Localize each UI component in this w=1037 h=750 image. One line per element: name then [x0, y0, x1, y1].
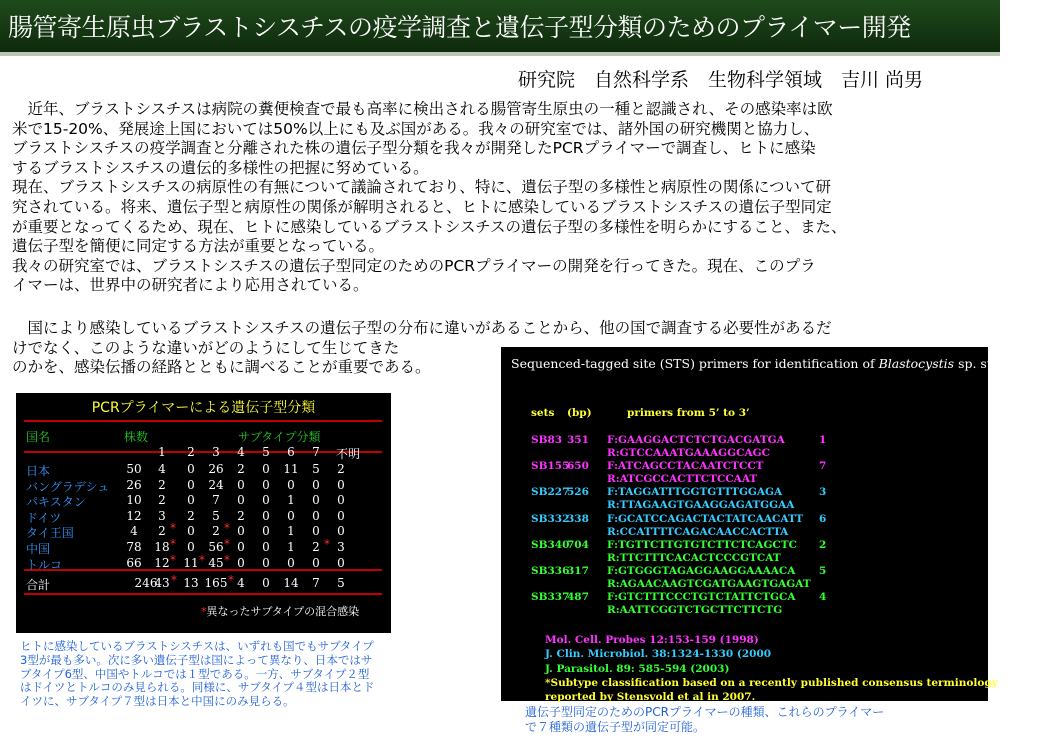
row-value: 11 [283, 462, 299, 476]
primer-forward: F:TGTTCTTGTGTCTTCTCAGCTC [607, 538, 797, 551]
primer-forward: F:GCATCCAGACTACTATCAACATT [607, 512, 804, 525]
subtype-header: 3 [212, 445, 220, 459]
primer-bp: 526 [567, 486, 589, 499]
star-mark: * [170, 521, 176, 536]
primer-reverse: R:AGAACAAGTCGATGAAGTGAGAT [607, 578, 811, 590]
row-value: 2 [187, 508, 195, 523]
total-count: 246 [134, 576, 158, 590]
primer-forward: F:GTCTTTCCCTGTCTATTCTGCA [607, 591, 796, 604]
primer-subtype: 6 [819, 512, 827, 525]
row-value: 0 [337, 508, 345, 523]
row-value: 0 [262, 493, 270, 508]
primer-reverse: R:TTCTTTCACACTCCCGTCAT [607, 551, 781, 564]
row-country: パキスタン [26, 495, 86, 510]
row-value: 0 [312, 508, 320, 523]
row-country: ドイツ [26, 510, 62, 525]
row-value: 5 [312, 462, 320, 476]
row-value: 0 [287, 555, 295, 570]
header-country: 国名 [26, 430, 51, 444]
primer-bp: 317 [567, 565, 589, 577]
row-count: 10 [126, 493, 142, 508]
star-mark: * [170, 552, 176, 567]
total-value: 165 [204, 576, 228, 590]
row-value: 0 [312, 524, 320, 539]
row-value: 5 [212, 508, 220, 523]
star-mark: * [224, 537, 230, 551]
primer-set: SB155 [531, 460, 570, 473]
row-value: 0 [312, 477, 320, 492]
primer-subtype: 3 [819, 486, 827, 499]
row-count: 78 [126, 540, 142, 554]
row-value: 45 [208, 555, 224, 570]
row-value: 3 [158, 508, 166, 523]
total-label: 合計 [26, 578, 51, 592]
row-value: 1 [287, 524, 295, 539]
row-value: 0 [237, 540, 245, 554]
row-country: バングラデシュ [26, 479, 110, 494]
row-value: 0 [237, 493, 245, 508]
primer-bp: 351 [567, 434, 589, 446]
primer-reverse: R:TTAGAAGTGAAGGAGATGGAA [607, 499, 795, 512]
row-count: 26 [126, 477, 142, 492]
row-value: 0 [337, 493, 345, 508]
row-value: 2 [158, 493, 166, 508]
total-value: 0 [262, 576, 270, 590]
total-value: 4 [237, 576, 245, 590]
primer-reverse: R:AATTCGGTCTGCTTCTTCTG [607, 604, 783, 617]
total-value: 43 [154, 576, 170, 590]
primer-bp: 704 [567, 538, 589, 551]
row-value: 2 [158, 524, 166, 539]
row-country: 日本 [26, 464, 51, 478]
primer-title-italic: Blastocystis [878, 356, 955, 371]
primer-forward: F:ATCAGCCTACAATCTCCT [607, 460, 764, 473]
row-value: 2 [337, 462, 345, 476]
star-mark: * [224, 521, 230, 536]
reference-line: Mol. Cell. Probes 12:153-159 (1998) [545, 634, 759, 646]
mixed-infection-note-text: 異なったサブタイプの混合感染 [206, 605, 360, 618]
row-value: 0 [262, 508, 270, 523]
total-value: 14 [283, 576, 299, 590]
head-bp: (bp) [567, 407, 592, 419]
row-value: 12 [154, 555, 170, 570]
subtype-header: 5 [262, 445, 270, 459]
primer-set: SB227 [531, 486, 570, 499]
row-value: 0 [337, 477, 345, 492]
subtype-header: 不明 [335, 447, 360, 461]
row-value: 3 [337, 540, 345, 554]
row-value: 2 [212, 524, 220, 539]
primer-forward: F:GTGGGTAGAGGAAGGAAAACA [607, 565, 796, 577]
star-mark: * [170, 537, 176, 551]
subtype-header: 6 [287, 445, 295, 459]
author-line: 研究院 自然科学系 生物科学領域 吉川 尚男 [518, 69, 924, 91]
head-primers: primers from 5’ to 3’ [627, 407, 750, 419]
row-value: 0 [187, 493, 195, 508]
primer-bp: 650 [567, 460, 589, 473]
primer-reverse: R:ATCGCCACTTCTCCAAT [607, 473, 758, 486]
primer-panel-title [511, 356, 1037, 371]
row-value: 2 [158, 477, 166, 492]
primer-set: SB337 [531, 591, 570, 604]
row-value: 24 [208, 477, 224, 492]
reference-line: reported by Stensvold et al in 2007. [545, 691, 756, 704]
title-bar [0, 0, 1000, 56]
row-value: 2 [312, 540, 320, 554]
row-country: 中国 [26, 542, 51, 556]
total-value: 7 [312, 576, 320, 590]
row-country: トルコ [26, 557, 63, 572]
star-mark: * [171, 573, 177, 587]
total-value: 13 [183, 576, 199, 590]
row-value: 0 [337, 555, 345, 570]
primer-subtype: 1 [819, 434, 827, 446]
star-mark: * [199, 552, 205, 567]
primer-panel [501, 347, 1037, 704]
subtype-table [16, 393, 391, 633]
row-value: 1 [287, 493, 295, 508]
row-country: タイ王国 [26, 526, 74, 541]
reference-line: J. Clin. Microbiol. 38:1324-1330 (2000 [545, 648, 772, 661]
primer-bp: 338 [567, 512, 589, 525]
row-value: 0 [287, 508, 295, 523]
header-count: 株数 [124, 430, 149, 444]
subtype-header: 4 [237, 445, 245, 459]
row-value: 0 [237, 524, 245, 539]
primer-subtype: 7 [819, 460, 827, 473]
star-mark: * [324, 537, 330, 551]
subtype-header: 7 [312, 445, 320, 459]
subtype-header: 1 [158, 445, 166, 459]
row-value: 0 [187, 540, 195, 554]
row-value: 0 [312, 493, 320, 508]
page-title: 腸管寄生原虫ブラストシスチスの疫学調査と遺伝子型分類のためのプライマー開発 [8, 13, 911, 42]
primer-reverse: R:CCATTTTCAGACAACCACTTA [607, 525, 789, 538]
primer-set: SB336 [531, 565, 570, 577]
row-value: 0 [262, 462, 270, 476]
head-sets: sets [531, 407, 555, 419]
row-value: 0 [262, 555, 270, 570]
total-value: 5 [337, 576, 345, 590]
subtype-table-panel [16, 393, 391, 633]
left-caption: ヒトに感染しているブラストシスチスは、いずれも国でもサブタイプ 3型が最も多い。次に多い遺伝子型は国によって異なり、日本ではサ ブタイプ6型、中国やトルコでは１型である。一方、サブタイプ２型 はドイツとトルコのみ見られる。同様に、サブタイプ４型は日本とド イツに、サブタイプ７型は日本と中国にのみ見らる。 [20, 639, 375, 709]
row-value: 0 [187, 524, 195, 539]
row-value: 0 [262, 477, 270, 492]
row-value: 0 [187, 462, 195, 476]
row-value: 0 [262, 540, 270, 554]
primer-set: SB340 [531, 538, 570, 551]
primer-forward: F:GAAGGACTCTCTGACGATGA [607, 434, 785, 446]
star-mark: * [224, 552, 230, 567]
primer-subtype: 5 [819, 565, 827, 577]
row-value: 0 [237, 555, 245, 570]
row-value: 0 [187, 477, 195, 492]
primer-set: SB83 [531, 434, 563, 446]
row-value: 2 [237, 462, 245, 476]
row-value: 4 [158, 462, 166, 476]
right-caption: 遺伝子型同定のためのPCRプライマーの種類、これらのプライマー で７種類の遺伝子型が同定可能。 [525, 705, 885, 734]
row-value: 26 [208, 462, 224, 476]
row-count: 66 [126, 555, 142, 570]
distribution-paragraph: 国により感染しているブラストシスチスの遺伝子型の分布に違いがあることから、他の国で調査する必要性があるだ けでなく、このような違いがどのようにして生じてきた のかを、感染伝播の経路とともに調べることが重要である。 [12, 319, 832, 377]
row-count: 50 [126, 462, 142, 476]
row-value: 0 [262, 524, 270, 539]
primer-bp: 487 [567, 591, 589, 604]
row-value: 11 [183, 555, 199, 570]
row-count: 4 [130, 524, 138, 539]
row-value: 0 [337, 524, 345, 539]
reference-line: J. Parasitol. 89: 585-594 (2003) [545, 662, 730, 675]
row-value: 1 [287, 540, 295, 554]
primer-subtype: 4 [819, 591, 827, 604]
primer-set: SB332 [531, 512, 570, 525]
reference-line: *Subtype classification based on a recently published consensus terminology [545, 676, 998, 689]
header-subtype: サブタイプ分類 [238, 430, 321, 444]
intro-paragraph: 近年、ブラストシスチスは病院の糞便検査で最も高率に検出される腸管寄生原虫の一種と認識され、その感染率は欧 米で15-20%、発展途上国においては50%以上にも及ぶ国がある。我々の研究室では、諸外国の研究機関と協力し、 ブラストシスチスの疫学調査と分離された株の遺伝子型分類を我々が開発したPCRプライマーで調査し、ヒトに感染 するブラストシスチスの遺伝的多様性の把握に努めている。 現在、ブラストシスチスの病原性の有無について議論されており、特に、遺伝子型の多様性と病原性の関係について研 究されている。将来、遺伝子型と病原性の関係が解明されると、ヒトに感染しているブラストシスチスの遺伝子型同定 が重要となってくるため、現在、ヒトに感染しているブラストシスチスの遺伝子型の多様性を明らかにすること、また、 遺伝子型を簡便に同定する方法が重要となっている。 我々の研究室では、ブラストシスチスの遺伝子型同定のためのPCRプライマーの開発を行ってきた。現在、このプラ イマーは、世界中の研究者により応用されている。 [12, 100, 847, 295]
primer-forward: F:TAGGATTTGGTGTTTGGAGA [607, 486, 783, 499]
row-value: 18 [154, 540, 170, 554]
row-value: 0 [312, 555, 320, 570]
star-mark: * [201, 605, 207, 618]
subtype-header: 2 [187, 445, 195, 459]
row-value: 0 [237, 477, 245, 492]
row-value: 2 [237, 508, 245, 523]
primer-title-prefix: Sequenced-tagged site (STS) primers for identification of [511, 356, 879, 371]
primer-subtype: 2 [819, 538, 827, 551]
primer-title-suffix: sp. subtypes [954, 356, 1037, 371]
subtype-table-title: PCRプライマーによる遺伝子型分類 [91, 400, 316, 416]
star-mark: * [228, 573, 234, 587]
mixed-infection-note [201, 603, 359, 619]
row-value: 0 [287, 477, 295, 492]
row-count: 12 [126, 508, 142, 523]
row-value: 56 [208, 540, 224, 554]
row-value: 7 [212, 493, 220, 508]
primer-reverse: R:GTCCAAATGAAAGGCAGC [607, 447, 770, 459]
